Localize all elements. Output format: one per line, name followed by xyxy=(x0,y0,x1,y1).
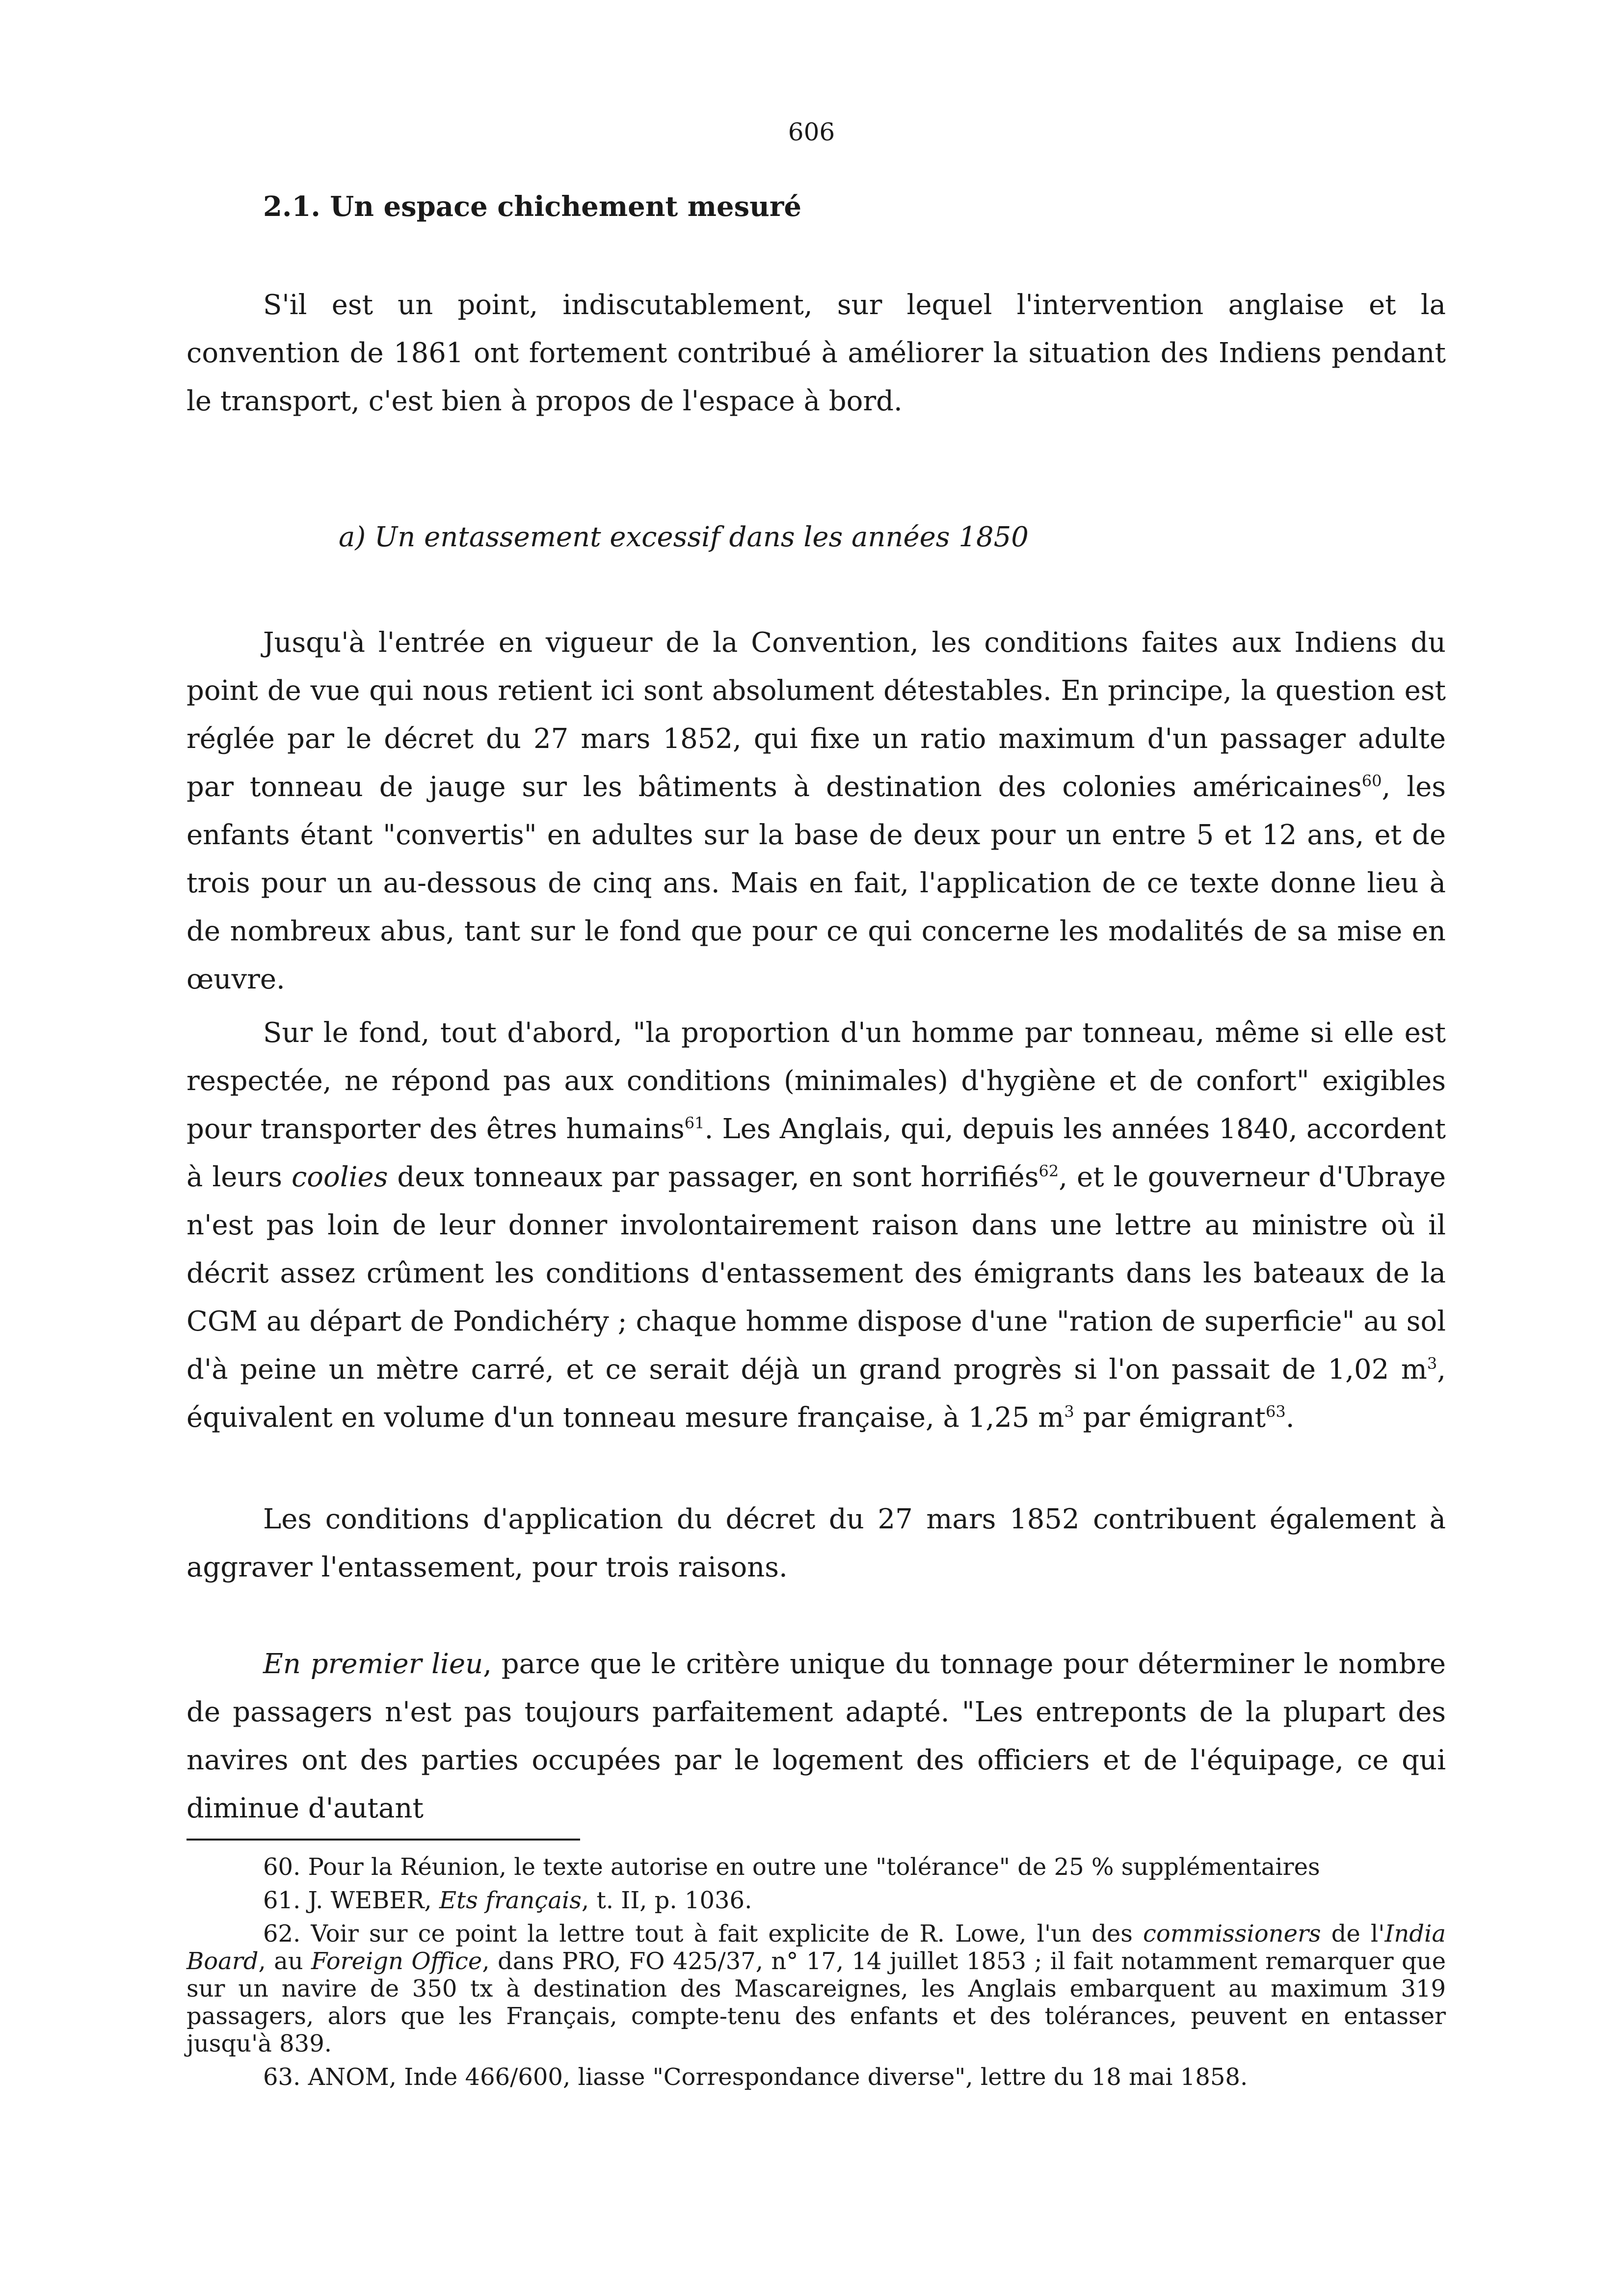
superscript-cubic: 3 xyxy=(1427,1354,1437,1373)
footnote-text: , t. II, p. 1036. xyxy=(581,1887,752,1914)
paragraph-text: par émigrant xyxy=(1074,1402,1266,1434)
paragraph-text: . xyxy=(1285,1402,1295,1434)
footnote-61 xyxy=(186,1887,1446,1914)
footnote-text: , au xyxy=(258,1948,312,1975)
footnote-italic: commissioners xyxy=(1143,1920,1321,1948)
footnote-text: 62. Voir sur ce point la lettre tout à fait explicite de R. Lowe, l'un des xyxy=(263,1920,1143,1948)
paragraph-text: , et le gouverneur d'Ubraye n'est pas loin de leur donner involontairement raison dans une lettre au ministre où il décrit assez crûment les conditions d'entassement des émigrants dans les bateaux de la CGM au départ de Pondichéry ; chaque homme dispose d'une "ration de superficie" au sol d'à peine un mètre carré, et ce serait déjà un grand progrès si l'on passait de 1,02 m xyxy=(186,1161,1446,1386)
paragraph-text: , les enfants étant "convertis" en adultes sur la base de deux pour un entre 5 et 12 ans, et de trois pour un au-dessous de cinq ans. Mais en fait, l'application de ce texte donne lieu à de nombreux abus, tant sur le fond que pour ce qui concerne les modalités de sa mise en œuvre. xyxy=(186,771,1446,995)
paragraph-text: Sur le fond, tout d'abord, "la proportion d'un homme par tonneau, même si elle est respectée, ne répond pas aux conditions (minimales) d'hygiène et de confort" exigibles pour transporter des êtres humains xyxy=(186,1017,1446,1145)
footnote-italic: Foreign Office xyxy=(311,1948,482,1975)
footnote-ref-60: 60 xyxy=(1361,772,1382,790)
footnote-ref-62: 62 xyxy=(1038,1162,1059,1180)
footnote-text: 61. J. WEBER, xyxy=(263,1887,439,1914)
section-heading: 2.1. Un espace chichement mesuré xyxy=(263,190,802,223)
subheading: a) Un entassement excessif dans les années 1850 xyxy=(339,521,1029,553)
paragraph-intro: S'il est un point, indiscutablement, sur lequel l'intervention anglaise et la convention de 1861 ont fortement contribué à améliorer la situation des Indiens pendant le transport, c'est bien à propos de l'espace à bord. xyxy=(186,289,1446,417)
paragraph-first-reason xyxy=(186,1640,1446,1833)
page-number: 606 xyxy=(788,118,835,146)
footnotes xyxy=(186,1853,1446,2097)
paragraph-text: deux tonneaux par passager, en sont horrifiés xyxy=(388,1161,1039,1193)
italic-term: coolies xyxy=(291,1161,388,1193)
footnote-divider xyxy=(186,1839,580,1841)
paragraph-decree xyxy=(186,619,1446,1004)
paragraph-text: . Les Anglais, qui, depuis les années 1840, accordent à leurs xyxy=(186,1113,1446,1193)
footnote-ref-61: 61 xyxy=(684,1114,705,1132)
footnote-title: Ets français xyxy=(439,1887,582,1914)
footnote-text: , dans PRO, FO 425/37, n° 17, 14 juillet 1853 ; il fait notamment remarquer que sur un navire de 350 tx à destination des Mascareignes, les Anglais embarquent au maximum 319 passagers, alors que les Français, compte-tenu des enfants et des tolérances, peuvent en entasser jusqu'à 839. xyxy=(186,1948,1446,2057)
footnote-63: 63. ANOM, Inde 466/600, liasse "Correspondance diverse", lettre du 18 mai 1858. xyxy=(263,2063,1248,2091)
italic-lead: En premier lieu xyxy=(263,1648,483,1680)
footnote-62 xyxy=(186,1920,1446,2057)
paragraph-text: , équivalent en volume d'un tonneau mesure française, à 1,25 m xyxy=(186,1354,1446,1434)
footnote-text: de l' xyxy=(1321,1920,1385,1948)
superscript-cubic: 3 xyxy=(1064,1402,1074,1421)
paragraph-text: , parce que le critère unique du tonnage pour déterminer le nombre de passagers n'est pas toujours parfaitement adapté. "Les entreponts de la plupart des navires ont des parties occupées par le logement des officiers et de l'équipage, ce qui diminue d'autant xyxy=(186,1648,1446,1824)
footnote-italic: India Board xyxy=(186,1920,1446,1975)
paragraph-reasons: Les conditions d'application du décret du 27 mars 1852 contribuent également à aggraver l'entassement, pour trois raisons. xyxy=(186,1503,1446,1583)
footnote-60: 60. Pour la Réunion, le texte autorise en outre une "tolérance" de 25 % supplémentaires xyxy=(263,1853,1320,1881)
footnote-ref-63: 63 xyxy=(1266,1402,1286,1421)
paragraph-crowding xyxy=(186,1009,1446,1442)
paragraph-text: Jusqu'à l'entrée en vigueur de la Convention, les conditions faites aux Indiens du point de vue qui nous retient ici sont absolument détestables. En principe, la question est réglée par le décret du 27 mars 1852, qui fixe un ratio maximum d'un passager adulte par tonneau de jauge sur les bâtiments à destination des colonies américaines xyxy=(186,627,1446,803)
